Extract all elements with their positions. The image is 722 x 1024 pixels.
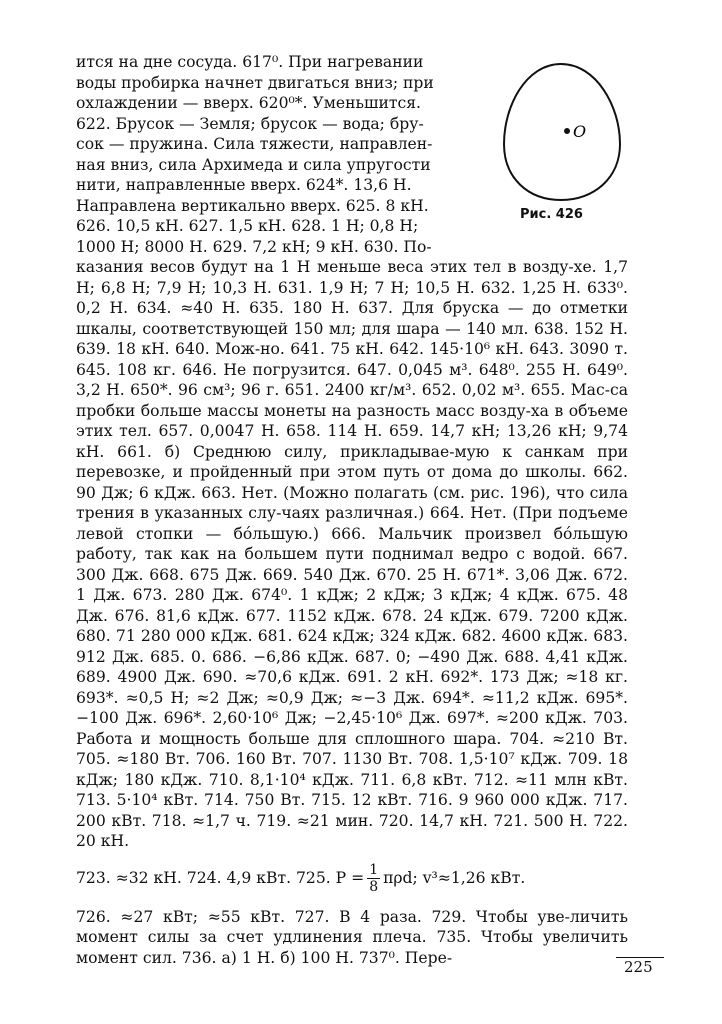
egg-shape-drawing — [496, 56, 626, 206]
text-line: ится на дне сосуда. 617⁰. При нагревании — [76, 53, 424, 71]
figure-caption: Рис. 426 — [520, 207, 583, 222]
wrapped-text-block — [76, 52, 482, 257]
fraction-denominator: 8 — [369, 878, 379, 895]
text-line: охлаждении — вверх. 620⁰*. Уменьшится. — [76, 94, 422, 112]
center-point — [564, 128, 570, 134]
formula-suffix: πρd; v³≈1,26 кВт. — [383, 869, 526, 887]
figure-426 — [496, 56, 626, 226]
formula-prefix: 723. ≈32 кН. 724. 4,9 кВт. 725. P = — [76, 869, 365, 887]
page-number: 225 — [624, 958, 653, 976]
text-line: нити, направленные вверх. 624*. 13,6 Н. — [76, 176, 412, 194]
text-line: сок — пружина. Сила тяжести, направлен- — [76, 135, 433, 153]
answers-paragraph: казания весов будут на 1 Н меньше веса этих тел в возду-хе. 1,7 Н; 6,8 Н; 7,9 Н; 10,3 Н. 631. 1,9 Н; 7 Н; 10,5 Н. 632. 1,25 Н. 633⁰. 0,2 Н. 634. ≈40 Н. 635. 180 Н. 637. Для бруска — до отметки шкалы, соответствующей 150 мл; для шара — 140 мл. 638. 152 Н. 639. 18 кН. 640. Мож-но. 641. 75 кН. 642. 145·10⁶ кН. 643. 3090 т. 645. 108 кг. 646. Не погрузится. 647. 0,045 м³. 648⁰. 255 Н. 649⁰. 3,2 Н. 650*. 96 см³; 96 г. 651. 2400 кг/м³. 652. 0,02 м³. 655. Мас-са пробки больше массы монеты на разность масс возду-ха в объеме этих тел. 657. 0,0047 Н. 658. 114 Н. 659. 14,7 кН; 13,26 кН; 9,74 кН. 661. б) Среднюю силу, прикладывае-мую к санкам при перевозке, и пройденный при этом путь от дома до школы. 662. 90 Дж; 6 кДж. 663. Нет. (Можно полагать (см. рис. 196), что сила трения в указанных слу-чаях различная.) 664. Нет. (При подъеме левой стопки — бóльшую.) 666. Мальчик произвел бóльшую работу, так как на большем пути поднимал ведро с водой. 667. 300 Дж. 668. 675 Дж. 669. 540 Дж. 670. 25 Н. 671*. 3,06 Дж. 672. 1 Дж. 673. 280 Дж. 674⁰. 1 кДж; 2 кДж; 3 кДж; 4 кДж. 675. 48 Дж. 676. 81,6 кДж. 677. 1152 кДж. 678. 24 кДж. 679. 7200 кДж. 680. 71 280 000 кДж. 681. 624 кДж; 324 кДж. 682. 4600 кДж. 683. 912 Дж. 685. 0. 686. −6,86 кДж. 687. 0; −490 Дж. 688. 4,41 кДж. 689. 4900 Дж. 690. ≈70,6 кДж. 691. 2 кН. 692*. 173 Дж; ≈18 кг. 693*. ≈0,5 Н; ≈2 Дж; ≈0,9 Дж; ≈−3 Дж. 694*. ≈11,2 кДж. 695*. −100 Дж. 696*. 2,60·10⁶ Дж; −2,45·10⁶ Дж. 697*. ≈200 кДж. 703. Работа и мощность больше для сплошного шара. 704. ≈210 Вт. 705. ≈180 Вт. 706. 160 Вт. 707. 1130 Вт. 708. 1,5·10⁷ кДж. 709. 18 кДж; 180 кДж. 710. 8,1·10⁴ кДж. 711. 6,8 кВт. 712. ≈11 млн кВт. 713. 5·10⁴ кВт. 714. 750 Вт. 715. 12 кВт. 716. 9 960 000 кДж. 717. 200 кВт. 718. ≈1,7 ч. 719. ≈21 мин. 720. 14,7 кН. 721. 500 Н. 722. 20 кН. — [76, 258, 628, 850]
point-label: O — [573, 122, 587, 141]
text-line: 626. 10,5 кН. 627. 1,5 кН. 628. 1 Н; 0,8 Н; — [76, 217, 419, 235]
fraction-numerator: 1 — [369, 861, 379, 878]
text-line: 1000 Н; 8000 Н. 629. 7,2 кН; 9 кН. 630. По- — [76, 237, 432, 256]
fraction — [367, 862, 380, 895]
text-line: Направлена вертикально вверх. 625. 8 кН. — [76, 196, 429, 215]
text-line: ная вниз, сила Архимеда и сила упругости — [76, 155, 431, 174]
text-line: 622. Брусок — Земля; брусок — вода; бру- — [76, 114, 424, 133]
text-line: воды пробирка начнет двигаться вниз; при — [76, 73, 434, 92]
egg-outline — [504, 64, 620, 200]
tail-paragraph: 726. ≈27 кВт; ≈55 кВт. 727. В 4 раза. 729. Чтобы уве-личить момент силы за счет удлинения плеча. 735. Чтобы увеличить момент сил. 736. а) 1 Н. б) 100 Н. 737⁰. Пере- — [76, 907, 628, 967]
formula-line — [76, 862, 628, 895]
